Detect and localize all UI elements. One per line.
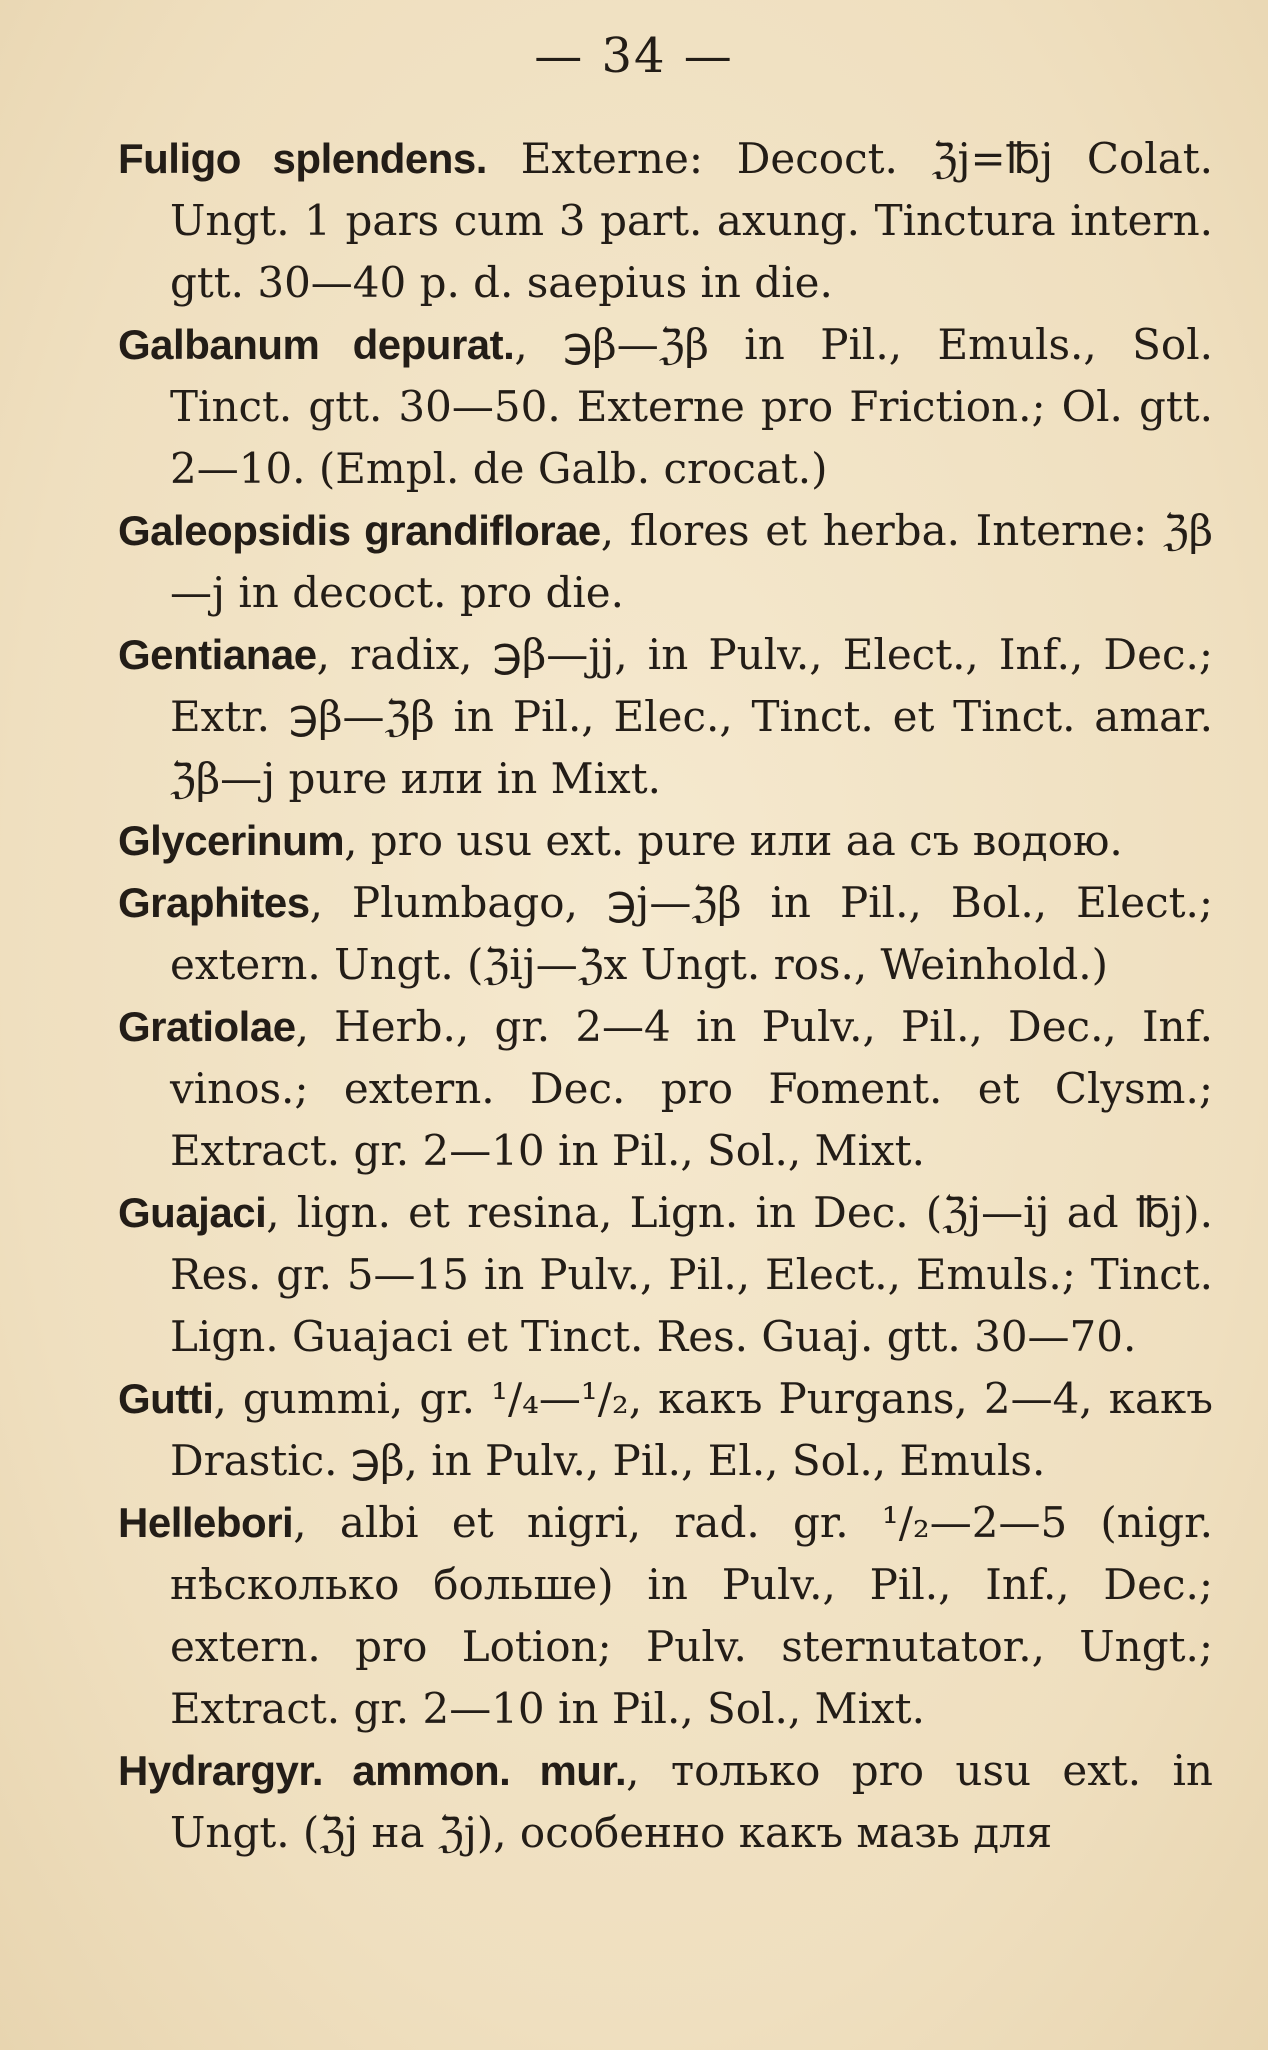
- entry-body: , ℈β—ℨβ in Pil., Emuls., Sol. Tinct. gtt. 30—50. Externe pro Friction.; Ol. gtt. 2—10. (Empl. de Galb. crocat.): [170, 320, 1214, 493]
- entry-head: Graphites: [118, 879, 310, 926]
- page-number: — 34 —: [534, 28, 734, 84]
- entry-head: Galeopsidis grandiflorae: [118, 507, 601, 554]
- entry-head: Galbanum depurat.: [118, 321, 515, 368]
- entry-gentianae: [118, 624, 1213, 810]
- entry-body: , lign. et resina, Lign. in Dec. (ℨj—ij ad ℔j). Res. gr. 5—15 in Pulv., Pil., Elect., Emuls.; Tinct. Lign. Guajaci et Tinct. Res. Guaj. gtt. 30—70.: [170, 1188, 1213, 1361]
- entry-head: Gutti: [118, 1375, 214, 1422]
- entry-head: Gentianae: [118, 631, 317, 678]
- entry-body: , radix, ℈β—jj, in Pulv., Elect., Inf., Dec.; Extr. ℈β—ℨβ in Pil., Elec., Tinct. et Tinct. amar. ℨβ—j pure или in Mixt.: [170, 630, 1213, 803]
- entry-list: [118, 128, 1213, 1864]
- entry-galbanum: [118, 314, 1213, 500]
- entry-head: Hydrargyr. ammon. mur.: [118, 1747, 627, 1794]
- entry-hydrargyr: [118, 1740, 1213, 1864]
- entry-graphites: [118, 872, 1213, 996]
- entry-head: Guajaci: [118, 1189, 267, 1236]
- entry-glycerinum: [118, 810, 1213, 872]
- entry-body: , gummi, gr. ¹/₄—¹/₂, какъ Purgans, 2—4, какъ Drastic. ℈β, in Pulv., Pil., El., Sol., Emuls.: [170, 1374, 1213, 1485]
- entry-head: Gratiolae: [118, 1003, 296, 1050]
- entry-body: , flores et herba. Interne: ℨβ—j in decoct. pro die.: [170, 506, 1213, 617]
- entry-galeopsidis: [118, 500, 1213, 624]
- entry-hellebori: [118, 1492, 1213, 1740]
- entry-body: , albi et nigri, rad. gr. ¹/₂—2—5 (nigr. нѣсколько больше) in Pulv., Pil., Inf., Dec.; extern. pro Lotion; Pulv. sternutator., Ungt.; Extract. gr. 2—10 in Pil., Sol., Mixt.: [170, 1498, 1213, 1733]
- entry-gutti: [118, 1368, 1213, 1492]
- entry-body: , Herb., gr. 2—4 in Pulv., Pil., Dec., Inf. vinos.; extern. Dec. pro Foment. et Clysm.; Extract. gr. 2—10 in Pil., Sol., Mixt.: [170, 1002, 1213, 1175]
- entry-body: , только pro usu ext. in Ungt. (ℨj на ℨj), особенно какъ мазь для: [170, 1746, 1213, 1857]
- entry-body: Externe: Decoct. ℨj=℔j Colat. Ungt. 1 pars cum 3 part. axung. Tinctura intern. gtt. 30—40 p. d. saepius in die.: [170, 134, 1214, 307]
- entry-fuligo: [118, 128, 1213, 314]
- entry-body: , pro usu ext. pure или aa съ водою.: [344, 816, 1123, 865]
- entry-gratiolae: [118, 996, 1213, 1182]
- entry-body: , Plumbago, ℈j—ℨβ in Pil., Bol., Elect.; extern. Ungt. (ℨij—ℨx Ungt. ros., Weinhold.): [170, 878, 1213, 989]
- entry-guajaci: [118, 1182, 1213, 1368]
- entry-head: Fuligo splendens.: [118, 135, 487, 182]
- entry-head: Glycerinum: [118, 817, 345, 864]
- entry-head: Hellebori: [118, 1499, 294, 1546]
